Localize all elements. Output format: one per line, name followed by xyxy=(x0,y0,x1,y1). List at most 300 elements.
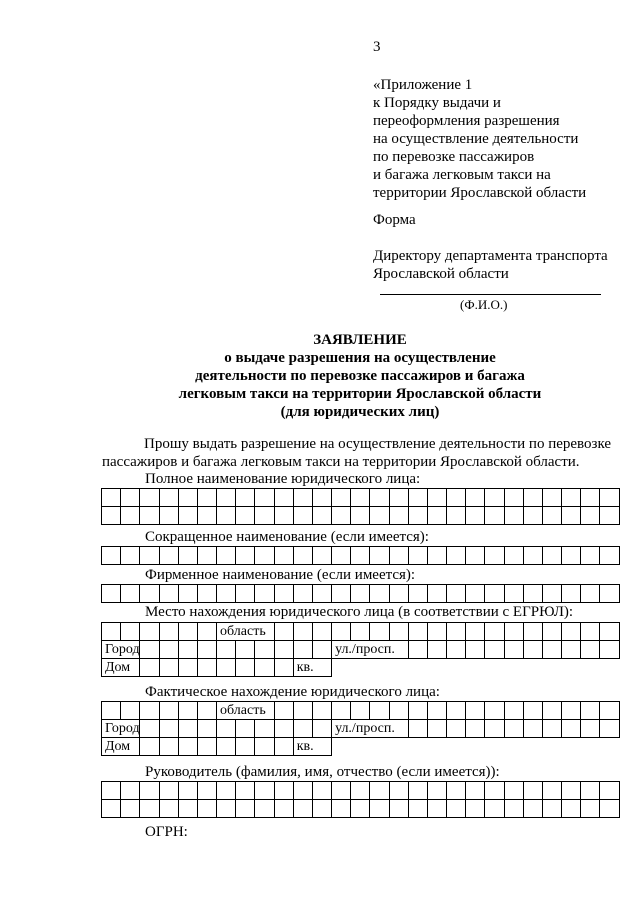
char-cell[interactable] xyxy=(159,547,178,565)
short-name-grid[interactable] xyxy=(101,546,620,565)
char-cell[interactable] xyxy=(217,641,236,659)
char-cell[interactable] xyxy=(274,489,293,507)
char-cell[interactable] xyxy=(523,641,542,659)
char-cell[interactable] xyxy=(159,800,178,818)
char-cell[interactable] xyxy=(121,547,140,565)
char-cell[interactable] xyxy=(140,702,159,720)
char-cell[interactable] xyxy=(389,547,408,565)
grid-row xyxy=(102,585,620,603)
char-cell[interactable] xyxy=(581,782,600,800)
char-cell[interactable] xyxy=(312,782,331,800)
char-cell[interactable] xyxy=(504,585,523,603)
char-cell[interactable] xyxy=(159,659,178,677)
char-cell[interactable] xyxy=(466,720,485,738)
char-cell[interactable] xyxy=(447,547,466,565)
char-cell[interactable] xyxy=(255,800,274,818)
char-cell[interactable] xyxy=(197,720,216,738)
char-cell[interactable] xyxy=(274,585,293,603)
char-cell[interactable] xyxy=(408,623,427,641)
title-line: легковым такси на территории Ярославской области xyxy=(178,386,542,402)
char-cell[interactable] xyxy=(447,623,466,641)
char-cell[interactable] xyxy=(562,489,581,507)
char-cell[interactable] xyxy=(102,507,121,525)
char-cell[interactable] xyxy=(255,738,274,756)
char-cell[interactable] xyxy=(178,659,197,677)
char-cell[interactable] xyxy=(312,702,331,720)
char-cell[interactable] xyxy=(504,547,523,565)
char-cell[interactable] xyxy=(293,782,312,800)
char-cell[interactable] xyxy=(466,641,485,659)
request-line-1: Прошу выдать разрешение на осуществление деятельности по перевозке xyxy=(144,436,612,452)
char-cell[interactable] xyxy=(159,585,178,603)
char-cell[interactable] xyxy=(140,738,159,756)
char-cell[interactable] xyxy=(351,800,370,818)
char-cell[interactable] xyxy=(236,800,255,818)
char-cell[interactable] xyxy=(581,489,600,507)
char-cell[interactable] xyxy=(581,800,600,818)
char-cell[interactable] xyxy=(389,800,408,818)
char-cell[interactable] xyxy=(447,585,466,603)
char-cell[interactable] xyxy=(197,738,216,756)
char-cell[interactable] xyxy=(523,702,542,720)
full-name-grid[interactable] xyxy=(101,488,620,525)
char-cell[interactable] xyxy=(332,585,351,603)
char-cell[interactable] xyxy=(178,720,197,738)
char-cell[interactable] xyxy=(312,547,331,565)
char-cell[interactable] xyxy=(466,782,485,800)
char-cell[interactable] xyxy=(504,782,523,800)
ogrn-label: ОГРН: xyxy=(145,824,188,840)
char-cell[interactable] xyxy=(351,489,370,507)
char-cell[interactable] xyxy=(562,585,581,603)
char-cell[interactable] xyxy=(274,702,293,720)
char-cell[interactable] xyxy=(274,738,293,756)
char-cell[interactable] xyxy=(332,489,351,507)
char-cell[interactable] xyxy=(274,507,293,525)
char-cell[interactable] xyxy=(447,782,466,800)
char-cell[interactable] xyxy=(217,507,236,525)
char-cell[interactable] xyxy=(408,641,427,659)
char-cell[interactable] xyxy=(466,585,485,603)
char-cell[interactable] xyxy=(600,702,620,720)
char-cell[interactable] xyxy=(542,641,561,659)
char-cell[interactable] xyxy=(504,800,523,818)
grid-row xyxy=(102,489,620,507)
char-cell[interactable] xyxy=(562,507,581,525)
char-cell[interactable] xyxy=(197,641,216,659)
char-cell[interactable] xyxy=(370,547,389,565)
char-cell[interactable] xyxy=(485,547,504,565)
char-cell[interactable] xyxy=(236,489,255,507)
legal-address-grid[interactable] xyxy=(101,622,620,677)
char-cell[interactable] xyxy=(274,623,293,641)
char-cell[interactable] xyxy=(121,489,140,507)
char-cell[interactable] xyxy=(351,623,370,641)
char-cell[interactable] xyxy=(370,585,389,603)
char-cell[interactable] xyxy=(140,623,159,641)
char-cell[interactable] xyxy=(140,720,159,738)
document-title xyxy=(100,331,620,421)
char-cell[interactable] xyxy=(427,702,446,720)
char-cell[interactable] xyxy=(408,507,427,525)
char-cell[interactable] xyxy=(274,800,293,818)
char-cell[interactable] xyxy=(159,641,178,659)
char-cell[interactable] xyxy=(293,641,312,659)
char-cell[interactable] xyxy=(197,702,216,720)
char-cell[interactable] xyxy=(581,720,600,738)
char-cell[interactable] xyxy=(197,507,216,525)
char-cell[interactable] xyxy=(159,782,178,800)
char-cell[interactable] xyxy=(389,507,408,525)
char-cell[interactable] xyxy=(159,720,178,738)
char-cell[interactable] xyxy=(274,720,293,738)
char-cell[interactable] xyxy=(447,800,466,818)
char-cell[interactable] xyxy=(523,585,542,603)
char-cell[interactable] xyxy=(274,659,293,677)
char-cell[interactable] xyxy=(351,585,370,603)
grid-row xyxy=(102,507,620,525)
char-cell[interactable] xyxy=(504,720,523,738)
grid-row xyxy=(102,800,620,818)
char-cell[interactable] xyxy=(466,547,485,565)
char-cell[interactable] xyxy=(466,702,485,720)
char-cell[interactable] xyxy=(197,659,216,677)
char-cell[interactable] xyxy=(485,800,504,818)
char-cell[interactable] xyxy=(312,641,331,659)
char-cell[interactable] xyxy=(562,720,581,738)
char-cell[interactable] xyxy=(485,641,504,659)
char-cell[interactable] xyxy=(542,489,561,507)
char-cell[interactable] xyxy=(581,507,600,525)
actual-address-grid[interactable] xyxy=(101,701,620,756)
char-cell[interactable] xyxy=(408,585,427,603)
director-label: Руководитель (фамилия, имя, отчество (если имеется)): xyxy=(145,764,500,780)
char-cell[interactable] xyxy=(217,489,236,507)
char-cell[interactable] xyxy=(389,585,408,603)
char-cell[interactable] xyxy=(121,800,140,818)
title-line: (для юридических лиц) xyxy=(280,404,440,420)
char-cell[interactable] xyxy=(562,623,581,641)
char-cell[interactable] xyxy=(197,782,216,800)
char-cell[interactable] xyxy=(159,738,178,756)
char-cell[interactable] xyxy=(523,623,542,641)
char-cell[interactable] xyxy=(485,507,504,525)
char-cell[interactable] xyxy=(600,800,620,818)
char-cell[interactable] xyxy=(427,585,446,603)
char-cell[interactable] xyxy=(485,623,504,641)
char-cell[interactable] xyxy=(427,489,446,507)
char-cell[interactable] xyxy=(121,782,140,800)
char-cell[interactable] xyxy=(504,641,523,659)
char-cell[interactable] xyxy=(504,507,523,525)
char-cell[interactable] xyxy=(600,720,620,738)
char-cell[interactable] xyxy=(370,702,389,720)
char-cell[interactable] xyxy=(466,507,485,525)
char-cell[interactable] xyxy=(293,623,312,641)
char-cell[interactable] xyxy=(427,547,446,565)
char-cell[interactable] xyxy=(351,547,370,565)
char-cell[interactable] xyxy=(370,800,389,818)
char-cell[interactable] xyxy=(312,800,331,818)
char-cell[interactable] xyxy=(447,507,466,525)
char-cell[interactable] xyxy=(427,800,446,818)
char-cell[interactable] xyxy=(542,720,561,738)
char-cell[interactable] xyxy=(466,800,485,818)
char-cell[interactable] xyxy=(542,507,561,525)
char-cell[interactable] xyxy=(312,585,331,603)
char-cell[interactable] xyxy=(178,623,197,641)
char-cell[interactable] xyxy=(562,800,581,818)
char-cell[interactable] xyxy=(236,641,255,659)
char-cell[interactable] xyxy=(159,623,178,641)
char-cell[interactable] xyxy=(427,782,446,800)
char-cell[interactable] xyxy=(312,507,331,525)
char-cell[interactable] xyxy=(102,623,121,641)
char-cell[interactable] xyxy=(581,702,600,720)
char-cell[interactable] xyxy=(178,738,197,756)
char-cell[interactable] xyxy=(600,641,620,659)
char-cell[interactable] xyxy=(293,507,312,525)
char-cell[interactable] xyxy=(102,800,121,818)
char-cell[interactable] xyxy=(236,659,255,677)
char-cell[interactable] xyxy=(542,623,561,641)
char-cell[interactable] xyxy=(408,489,427,507)
char-cell[interactable] xyxy=(332,800,351,818)
char-cell[interactable] xyxy=(523,800,542,818)
char-cell[interactable] xyxy=(255,507,274,525)
char-cell[interactable] xyxy=(121,585,140,603)
char-cell[interactable] xyxy=(312,720,331,738)
char-cell[interactable] xyxy=(485,720,504,738)
char-cell[interactable] xyxy=(600,489,620,507)
char-cell[interactable] xyxy=(485,585,504,603)
char-cell[interactable] xyxy=(312,623,331,641)
char-cell[interactable] xyxy=(370,507,389,525)
char-cell[interactable] xyxy=(255,489,274,507)
legal-address-label: Место нахождения юридического лица (в соответствии с ЕГРЮЛ): xyxy=(145,604,574,620)
char-cell[interactable] xyxy=(140,641,159,659)
char-cell[interactable] xyxy=(504,702,523,720)
char-cell[interactable] xyxy=(217,782,236,800)
char-cell[interactable] xyxy=(293,800,312,818)
char-cell[interactable] xyxy=(600,585,620,603)
director-grid[interactable] xyxy=(101,781,620,818)
char-cell[interactable] xyxy=(332,623,351,641)
char-cell[interactable] xyxy=(562,782,581,800)
char-cell[interactable] xyxy=(274,782,293,800)
char-cell[interactable] xyxy=(178,585,197,603)
char-cell[interactable] xyxy=(408,547,427,565)
char-cell[interactable] xyxy=(178,547,197,565)
char-cell[interactable] xyxy=(178,507,197,525)
char-cell[interactable] xyxy=(217,720,236,738)
char-cell[interactable] xyxy=(197,547,216,565)
char-cell[interactable] xyxy=(236,507,255,525)
char-cell[interactable] xyxy=(217,800,236,818)
char-cell[interactable] xyxy=(542,782,561,800)
char-cell[interactable] xyxy=(581,547,600,565)
apartment-label: кв. xyxy=(293,659,331,677)
char-cell[interactable] xyxy=(427,720,446,738)
char-cell[interactable] xyxy=(293,489,312,507)
char-cell[interactable] xyxy=(562,641,581,659)
char-cell[interactable] xyxy=(542,547,561,565)
char-cell[interactable] xyxy=(562,547,581,565)
char-cell[interactable] xyxy=(370,623,389,641)
char-cell[interactable] xyxy=(159,489,178,507)
char-cell[interactable] xyxy=(121,702,140,720)
char-cell[interactable] xyxy=(274,547,293,565)
house-label: Дом xyxy=(102,659,140,677)
char-cell[interactable] xyxy=(197,489,216,507)
char-cell[interactable] xyxy=(332,702,351,720)
char-cell[interactable] xyxy=(236,720,255,738)
char-cell[interactable] xyxy=(600,623,620,641)
char-cell[interactable] xyxy=(197,585,216,603)
street-label: ул./просп. xyxy=(332,641,409,659)
region-label: область xyxy=(217,702,275,720)
char-cell[interactable] xyxy=(542,800,561,818)
annex-line: территории Ярославской области xyxy=(373,185,587,201)
char-cell[interactable] xyxy=(140,489,159,507)
char-cell[interactable] xyxy=(178,489,197,507)
char-cell[interactable] xyxy=(332,782,351,800)
char-cell[interactable] xyxy=(293,585,312,603)
char-cell[interactable] xyxy=(197,800,216,818)
char-cell[interactable] xyxy=(140,800,159,818)
short-name-label: Сокращенное наименование (если имеется): xyxy=(145,529,429,545)
char-cell[interactable] xyxy=(140,547,159,565)
char-cell[interactable] xyxy=(504,489,523,507)
blank-space xyxy=(332,659,620,677)
char-cell[interactable] xyxy=(466,489,485,507)
char-cell[interactable] xyxy=(523,489,542,507)
annex-line: и багажа легковым такси на xyxy=(373,167,551,183)
char-cell[interactable] xyxy=(121,507,140,525)
char-cell[interactable] xyxy=(485,782,504,800)
char-cell[interactable] xyxy=(523,782,542,800)
char-cell[interactable] xyxy=(427,623,446,641)
char-cell[interactable] xyxy=(140,782,159,800)
char-cell[interactable] xyxy=(447,720,466,738)
brand-name-grid[interactable] xyxy=(101,584,620,603)
house-row xyxy=(102,738,620,756)
char-cell[interactable] xyxy=(408,702,427,720)
char-cell[interactable] xyxy=(312,489,331,507)
char-cell[interactable] xyxy=(523,720,542,738)
char-cell[interactable] xyxy=(427,507,446,525)
char-cell[interactable] xyxy=(274,641,293,659)
char-cell[interactable] xyxy=(102,782,121,800)
char-cell[interactable] xyxy=(485,489,504,507)
char-cell[interactable] xyxy=(389,702,408,720)
char-cell[interactable] xyxy=(293,720,312,738)
char-cell[interactable] xyxy=(255,720,274,738)
char-cell[interactable] xyxy=(523,507,542,525)
char-cell[interactable] xyxy=(351,782,370,800)
char-cell[interactable] xyxy=(504,623,523,641)
char-cell[interactable] xyxy=(389,489,408,507)
char-cell[interactable] xyxy=(332,507,351,525)
char-cell[interactable] xyxy=(447,489,466,507)
char-cell[interactable] xyxy=(255,782,274,800)
char-cell[interactable] xyxy=(102,702,121,720)
char-cell[interactable] xyxy=(140,585,159,603)
full-name-label: Полное наименование юридического лица: xyxy=(145,471,421,487)
char-cell[interactable] xyxy=(389,782,408,800)
char-cell[interactable] xyxy=(140,659,159,677)
char-cell[interactable] xyxy=(562,702,581,720)
char-cell[interactable] xyxy=(523,547,542,565)
char-cell[interactable] xyxy=(466,623,485,641)
city-label: Город xyxy=(102,720,140,738)
char-cell[interactable] xyxy=(332,547,351,565)
char-cell[interactable] xyxy=(351,507,370,525)
char-cell[interactable] xyxy=(236,782,255,800)
char-cell[interactable] xyxy=(447,641,466,659)
char-cell[interactable] xyxy=(159,507,178,525)
char-cell[interactable] xyxy=(178,800,197,818)
char-cell[interactable] xyxy=(255,547,274,565)
char-cell[interactable] xyxy=(581,641,600,659)
char-cell[interactable] xyxy=(121,623,140,641)
char-cell[interactable] xyxy=(600,507,620,525)
region-row xyxy=(102,702,620,720)
char-cell[interactable] xyxy=(370,782,389,800)
char-cell[interactable] xyxy=(581,623,600,641)
char-cell[interactable] xyxy=(197,623,216,641)
char-cell[interactable] xyxy=(217,585,236,603)
char-cell[interactable] xyxy=(427,641,446,659)
char-cell[interactable] xyxy=(600,782,620,800)
char-cell[interactable] xyxy=(102,547,121,565)
char-cell[interactable] xyxy=(236,585,255,603)
char-cell[interactable] xyxy=(102,489,121,507)
char-cell[interactable] xyxy=(236,738,255,756)
char-cell[interactable] xyxy=(370,489,389,507)
char-cell[interactable] xyxy=(485,702,504,720)
char-cell[interactable] xyxy=(293,702,312,720)
char-cell[interactable] xyxy=(542,585,561,603)
char-cell[interactable] xyxy=(178,702,197,720)
char-cell[interactable] xyxy=(102,585,121,603)
char-cell[interactable] xyxy=(408,800,427,818)
char-cell[interactable] xyxy=(389,623,408,641)
char-cell[interactable] xyxy=(217,547,236,565)
char-cell[interactable] xyxy=(178,641,197,659)
title-heading: ЗАЯВЛЕНИЕ xyxy=(313,332,407,348)
char-cell[interactable] xyxy=(217,659,236,677)
char-cell[interactable] xyxy=(542,702,561,720)
char-cell[interactable] xyxy=(140,507,159,525)
char-cell[interactable] xyxy=(159,702,178,720)
char-cell[interactable] xyxy=(293,547,312,565)
char-cell[interactable] xyxy=(408,782,427,800)
char-cell[interactable] xyxy=(408,720,427,738)
char-cell[interactable] xyxy=(255,659,274,677)
char-cell[interactable] xyxy=(255,641,274,659)
char-cell[interactable] xyxy=(447,702,466,720)
char-cell[interactable] xyxy=(255,585,274,603)
char-cell[interactable] xyxy=(351,702,370,720)
char-cell[interactable] xyxy=(178,782,197,800)
char-cell[interactable] xyxy=(600,547,620,565)
char-cell[interactable] xyxy=(236,547,255,565)
fio-signature-line[interactable] xyxy=(380,294,601,295)
region-row xyxy=(102,623,620,641)
char-cell[interactable] xyxy=(581,585,600,603)
char-cell[interactable] xyxy=(217,738,236,756)
